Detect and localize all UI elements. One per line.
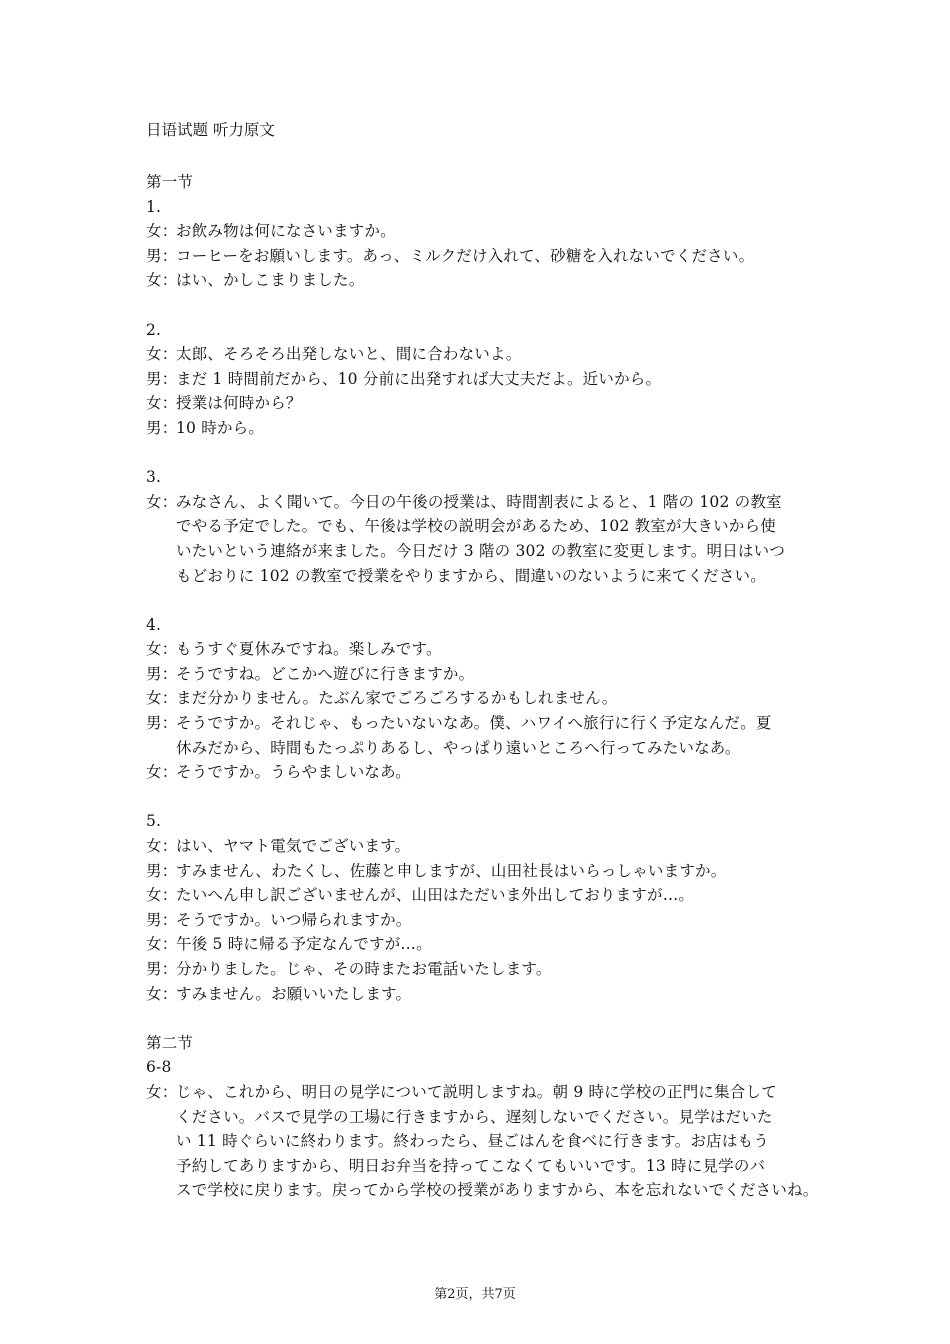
dialogue-line [146,637,826,662]
dialogue-text: 授業は何時から？ [176,394,302,413]
dialogue-text: はい、かしこまりました。 [176,271,365,290]
speaker-label: 女： [146,394,178,413]
dialogue-continuation: 予約してありますから、明日お弁当を持ってこなくてもいいです。13 時に見学のバ [176,1156,766,1175]
dialogue-continuation: ください。バスで見学の工場に行きますから、遅刻しないでください。見学はだいた [176,1107,773,1126]
dialogue-continuation: でやる予定でした。でも、午後は学校の説明会があるため、102 教室が大きいから使 [176,517,776,536]
question-number: 5. [146,812,162,831]
question-number: 1. [146,197,162,216]
dialogue-text: たいへん申し訳ございませんが、山田はただいま外出しておりますが…。 [176,886,695,905]
speaker-label: 女： [146,640,178,659]
dialogue-line [146,859,826,884]
question-number: 4. [146,615,162,634]
dialogue-text: すみません。お願いいたします。 [176,984,412,1003]
dialogue-text: 午後 5 時に帰る予定なんですが…。 [176,935,432,954]
speaker-label: 男： [146,418,178,437]
dialogue-continuation: いたいという連絡が来ました。今日だけ 3 階の 302 の教室に変更します。明日はいつ [176,541,786,560]
speaker-label: 女： [146,492,178,511]
speaker-label: 女： [146,1082,178,1101]
speaker-label: 女： [146,935,178,954]
dialogue-text: お飲み物は何になさいますか。 [176,222,396,241]
speaker-label: 女： [146,763,178,782]
dialogue-line [146,342,826,367]
question-number: 6-8 [146,1058,172,1077]
question-number: 3. [146,468,162,487]
dialogue-text: 太郎、そろそろ出発しないと、間に合わないよ。 [176,345,522,364]
dialogue-text: 分かりました。じゃ、その時またお電話いたします。 [176,960,552,978]
dialogue-line [146,760,826,785]
dialogue-text: すみません、わたくし、佐藤と申しますが、山田社長はいらっしゃいますか。 [176,861,727,880]
dialogue-text: コーヒーをお願いします。あっ、ミルクだけ入れて、砂糖を入れないでください。 [176,246,755,265]
dialogue-line [146,957,826,982]
dialogue-line [146,932,826,957]
section-heading: 第二节 [146,1033,194,1052]
dialogue-text: まだ分かりません。たぶん家でごろごろするかもしれません。 [176,689,618,708]
speaker-label: 男： [146,664,178,683]
speaker-label: 男： [146,369,178,388]
page-title: 日语试题 听力原文 [146,121,275,139]
dialogue-continuation: 休みだから、時間もたっぷりあるし、やっぱり遠いところへ行ってみたいなあ。 [176,738,741,757]
speaker-label: 男： [146,714,178,733]
page-footer: 第2页，共7页 [434,1287,516,1302]
dialogue-text: みなさん、よく聞いて。今日の午後の授業は、時間割表によると、1 階の 102 の教室 [176,492,782,511]
speaker-label: 男： [146,246,178,265]
dialogue-line [146,908,826,933]
dialogue-line [146,219,826,244]
dialogue-line [146,1080,826,1105]
speaker-label: 女： [146,345,178,364]
dialogue-text: はい、ヤマト電気でございます。 [176,837,411,856]
dialogue-continuation: スで学校に戻ります。戻ってから学校の授業がありますから、本を忘れないでくださいね。 [176,1181,819,1200]
dialogue-line [146,490,826,515]
speaker-label: 男： [146,910,178,929]
speaker-label: 男： [146,960,178,978]
dialogue-line [146,662,826,687]
transcript-body [146,170,826,1203]
question-number: 2. [146,320,162,339]
dialogue-text: そうですね。どこかへ遊びに行きますか。 [176,664,475,683]
dialogue-line [146,982,826,1007]
dialogue-line [146,367,826,392]
dialogue-line [146,686,826,711]
dialogue-text: そうですか。それじゃ、もったいないなあ。僕、ハワイへ旅行に行く予定なんだ。夏 [176,714,772,733]
dialogue-continuation: もどおりに 102 の教室で授業をやりますから、間違いのないように来てください。 [176,566,766,585]
dialogue-text: そうですか。うらやましいなあ。 [176,763,411,782]
dialogue-line [146,268,826,293]
speaker-label: 女： [146,271,178,290]
dialogue-line [146,834,826,859]
dialogue-text: そうですか。いつ帰られますか。 [176,910,412,929]
dialogue-text: まだ 1 時間前だから、10 分前に出発すれば大丈夫だよ。近いから。 [176,369,662,388]
dialogue-text: 10 時から。 [176,418,265,437]
speaker-label: 女： [146,222,178,241]
dialogue-line [146,883,826,908]
dialogue-text: もうすぐ夏休みですね。楽しみです。 [176,640,442,659]
speaker-label: 男： [146,861,178,880]
section-heading: 第一节 [146,173,194,191]
dialogue-line [146,244,826,269]
speaker-label: 女： [146,689,178,708]
dialogue-line [146,391,826,416]
speaker-label: 女： [146,837,178,856]
speaker-label: 女： [146,886,178,905]
speaker-label: 女： [146,984,178,1003]
dialogue-line [146,711,826,736]
dialogue-text: じゃ、これから、明日の見学について説明しますね。朝 9 時に学校の正門に集合して [176,1082,777,1101]
dialogue-line [146,416,826,441]
dialogue-continuation: い 11 時ぐらいに終わります。終わったら、昼ごはんを食べに行きます。お店はもう [176,1132,769,1151]
